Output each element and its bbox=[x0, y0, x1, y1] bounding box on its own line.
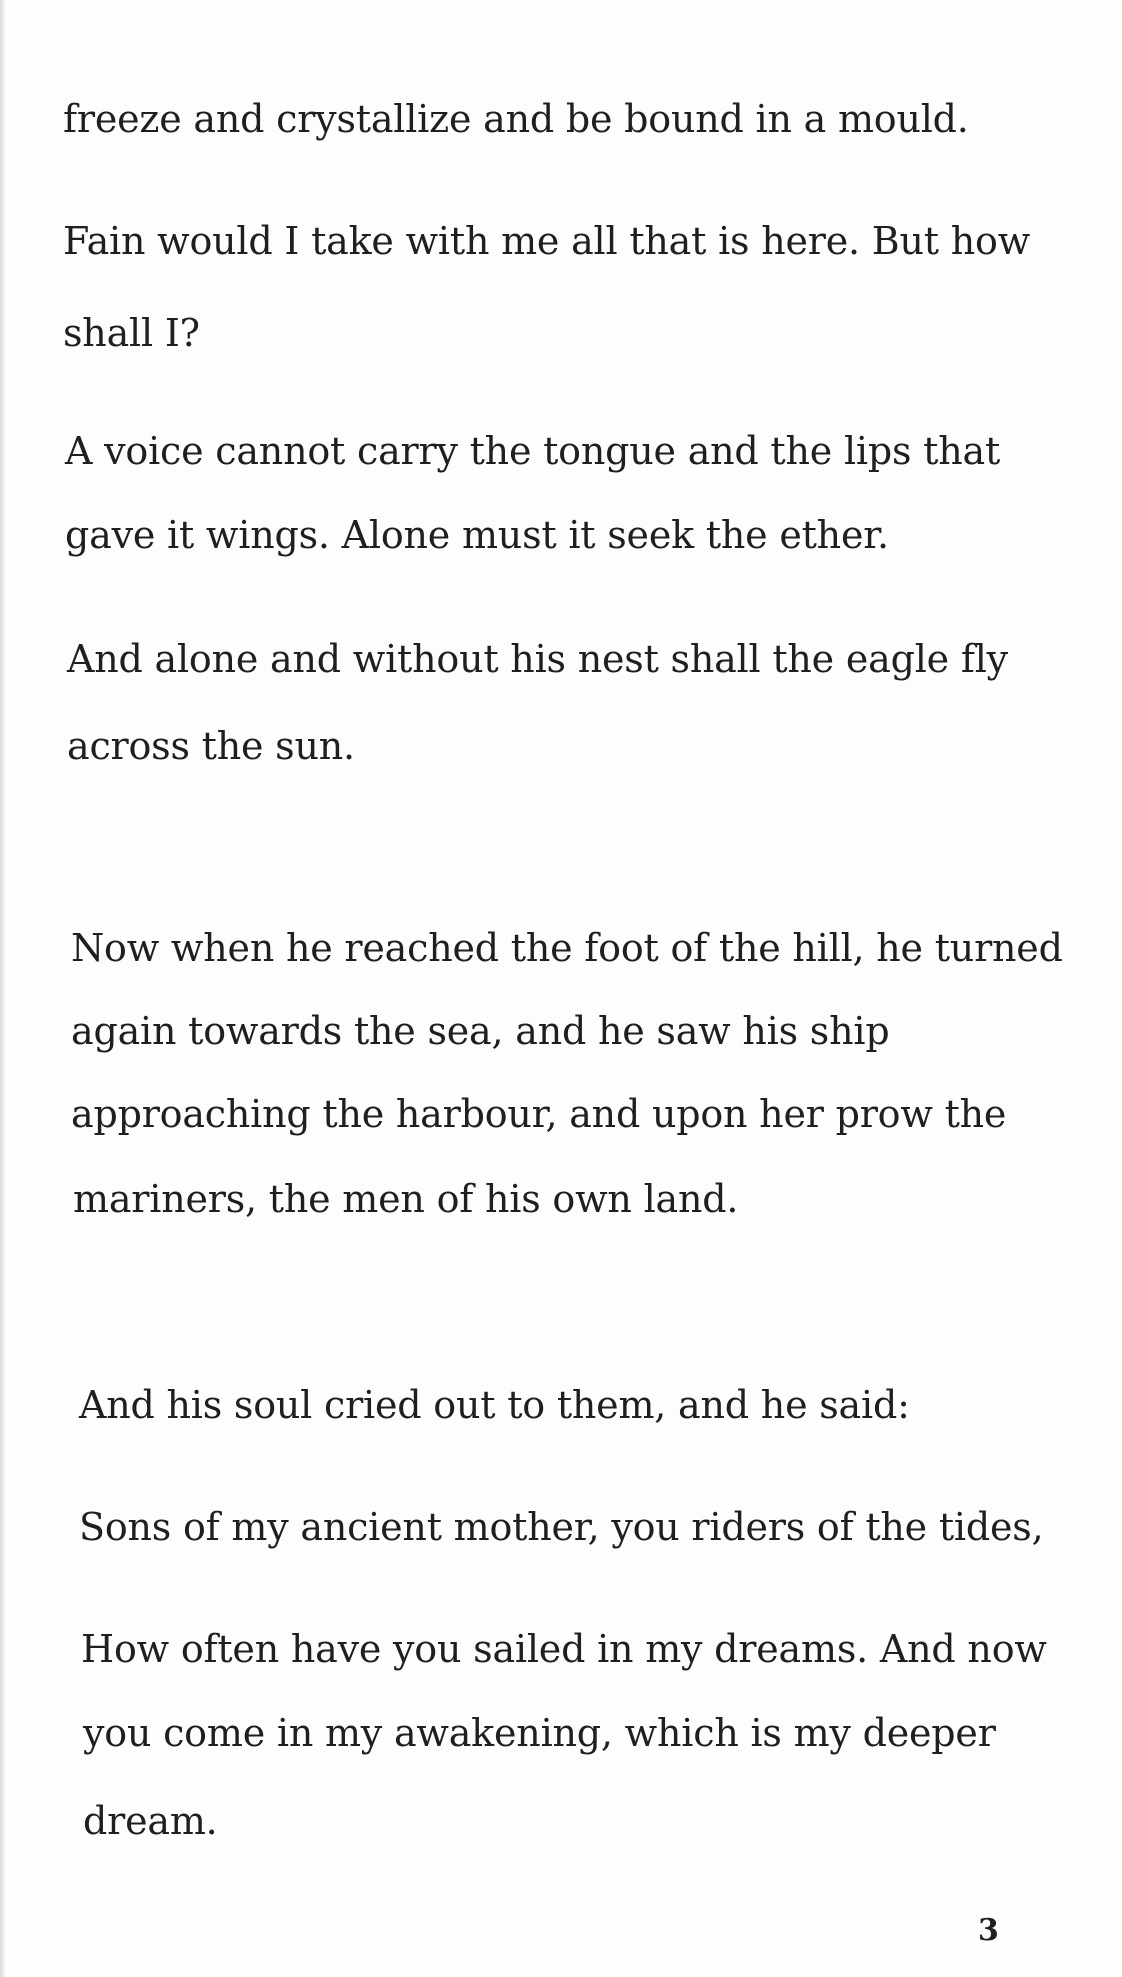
text-line: And his soul cried out to them, and he said: bbox=[79, 1383, 910, 1427]
text-line: Fain would I take with me all that is here. But how bbox=[63, 219, 1031, 263]
text-line: Now when he reached the foot of the hill, he turned bbox=[71, 926, 1063, 970]
page-edge-shadow bbox=[0, 0, 6, 1977]
text-line: approaching the harbour, and upon her prow the bbox=[71, 1092, 1007, 1136]
text-line: And alone and without his nest shall the eagle fly bbox=[67, 637, 1008, 681]
text-line: Sons of my ancient mother, you riders of the tides, bbox=[79, 1505, 1044, 1549]
text-line: shall I? bbox=[63, 311, 200, 355]
text-line: A voice cannot carry the tongue and the lips that bbox=[65, 429, 1001, 473]
text-line: mariners, the men of his own land. bbox=[73, 1177, 739, 1221]
text-line: you come in my awakening, which is my deeper bbox=[83, 1711, 996, 1755]
text-line: again towards the sea, and he saw his ship bbox=[71, 1009, 890, 1053]
text-line: freeze and crystallize and be bound in a mould. bbox=[63, 97, 969, 141]
text-line: dream. bbox=[83, 1799, 218, 1843]
text-line: across the sun. bbox=[67, 724, 355, 768]
text-line: gave it wings. Alone must it seek the ether. bbox=[65, 513, 889, 557]
page-number: 3 bbox=[978, 1913, 999, 1948]
text-line: How often have you sailed in my dreams. And now bbox=[81, 1627, 1047, 1671]
